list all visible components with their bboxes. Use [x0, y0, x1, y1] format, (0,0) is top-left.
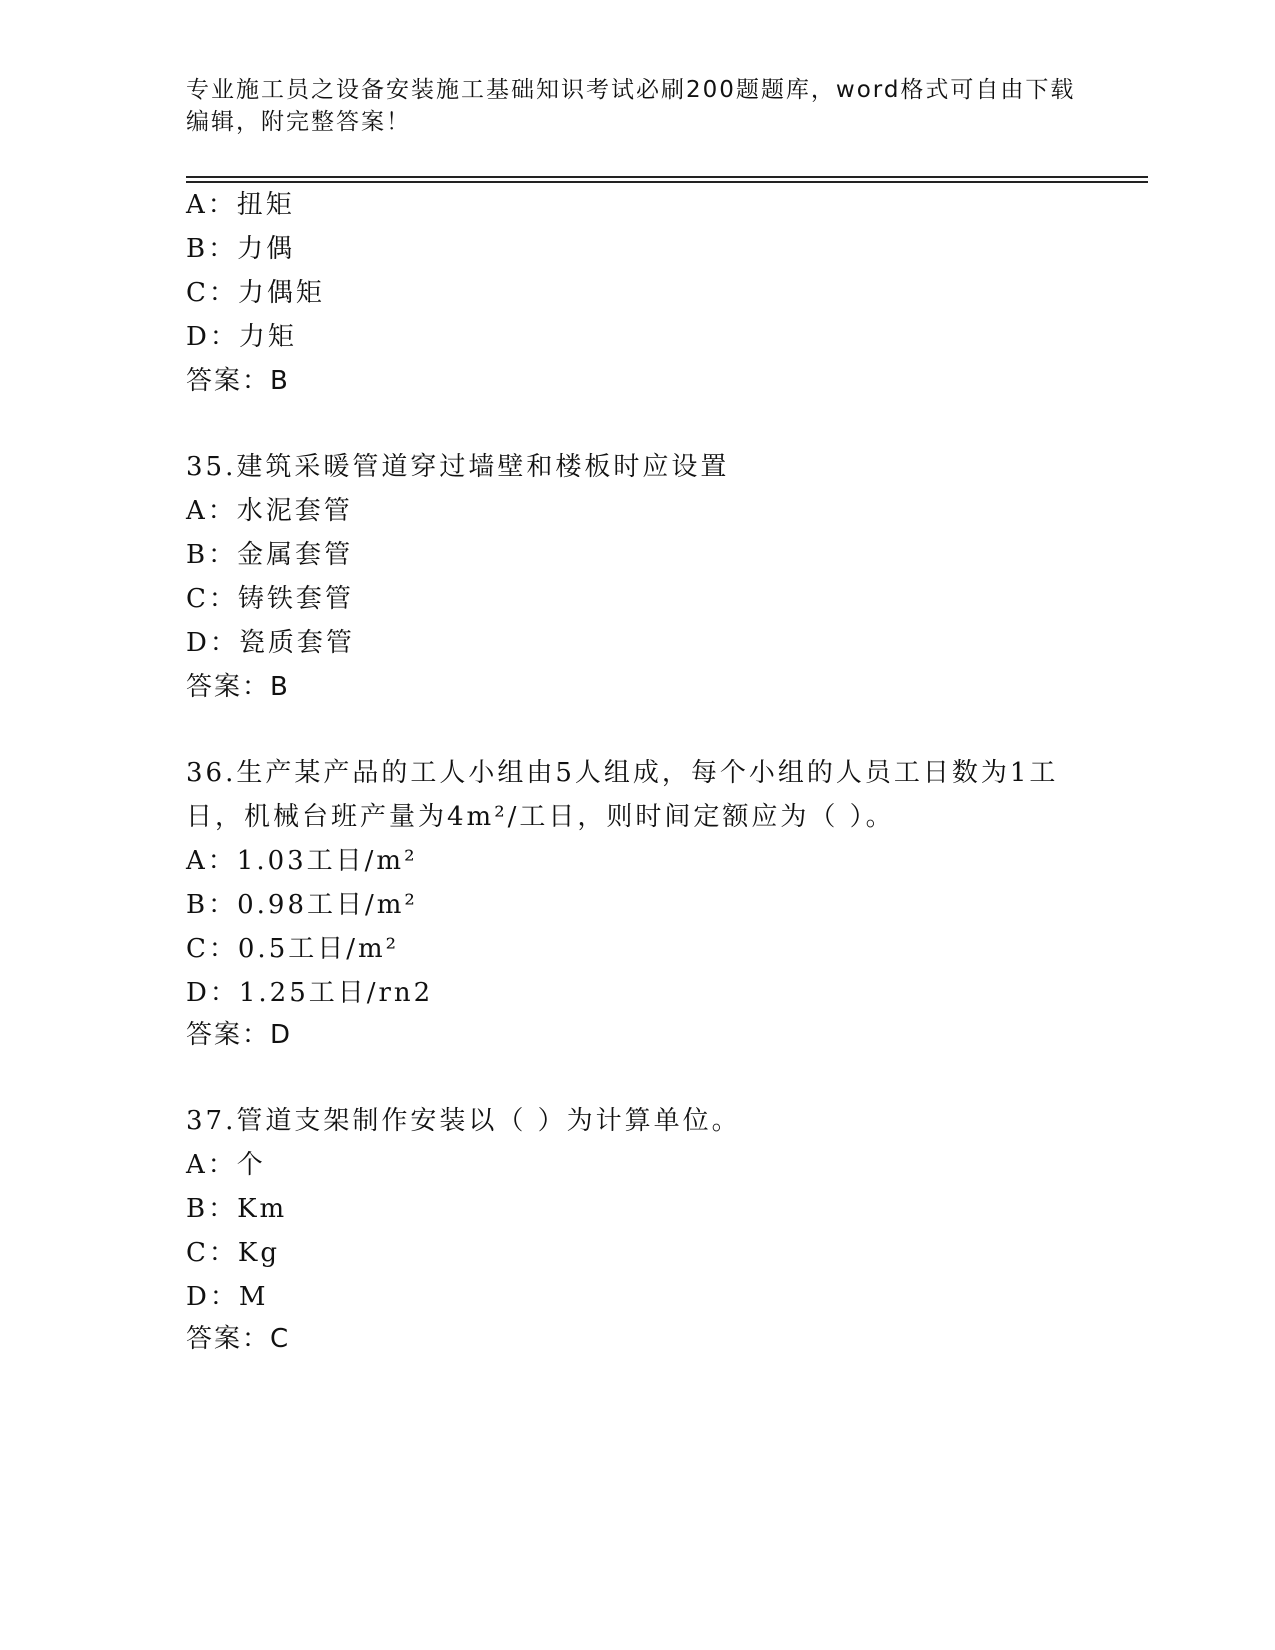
- document-header: [186, 74, 1086, 138]
- q37-answer: 答案：C: [186, 1324, 291, 1354]
- q35-stem: 35.建筑采暖管道穿过墙壁和楼板时应设置: [186, 452, 730, 482]
- q36-answer: 答案：D: [186, 1020, 293, 1050]
- q37-stem: 37.管道支架制作安装以（ ）为计算单位。: [186, 1106, 741, 1136]
- q35-option-a: A：水泥套管: [186, 496, 353, 526]
- q34-option-b: B：力偶: [186, 234, 296, 264]
- q36-stem-line-2: 日，机械台班产量为4m²/工日，则时间定额应为（ ）。: [186, 802, 895, 832]
- q36-option-c: C：0.5工日/m²: [186, 934, 400, 964]
- q35-answer: 答案：B: [186, 672, 290, 702]
- q37-option-c: C：Kg: [186, 1238, 280, 1268]
- q35-option-d: D：瓷质套管: [186, 628, 355, 658]
- q36-stem-line-1: 36.生产某产品的工人小组由5人组成，每个小组的人员工日数为1工: [186, 758, 1059, 788]
- q37-option-a: A：个: [186, 1150, 266, 1180]
- q37-option-b: B：Km: [186, 1194, 288, 1224]
- q34-option-a: A：扭矩: [186, 190, 295, 220]
- header-line-2: 编辑，附完整答案！: [186, 109, 411, 135]
- q34-option-d: D：力矩: [186, 322, 297, 352]
- header-rule-bottom: [186, 181, 1148, 183]
- q35-option-c: C：铸铁套管: [186, 584, 354, 614]
- q34-answer: 答案：B: [186, 366, 290, 396]
- header-rule-top: [186, 176, 1148, 178]
- q34-option-c: C：力偶矩: [186, 278, 325, 308]
- q37-option-d: D：M: [186, 1282, 269, 1312]
- q36-option-a: A：1.03工日/m²: [186, 846, 418, 876]
- q35-option-b: B：金属套管: [186, 540, 354, 570]
- header-line-1: 专业施工员之设备安装施工基础知识考试必刷200题题库，word格式可自由下载: [186, 77, 1076, 103]
- q36-option-d: D：1.25工日/rn2: [186, 978, 434, 1008]
- q36-option-b: B：0.98工日/m²: [186, 890, 418, 920]
